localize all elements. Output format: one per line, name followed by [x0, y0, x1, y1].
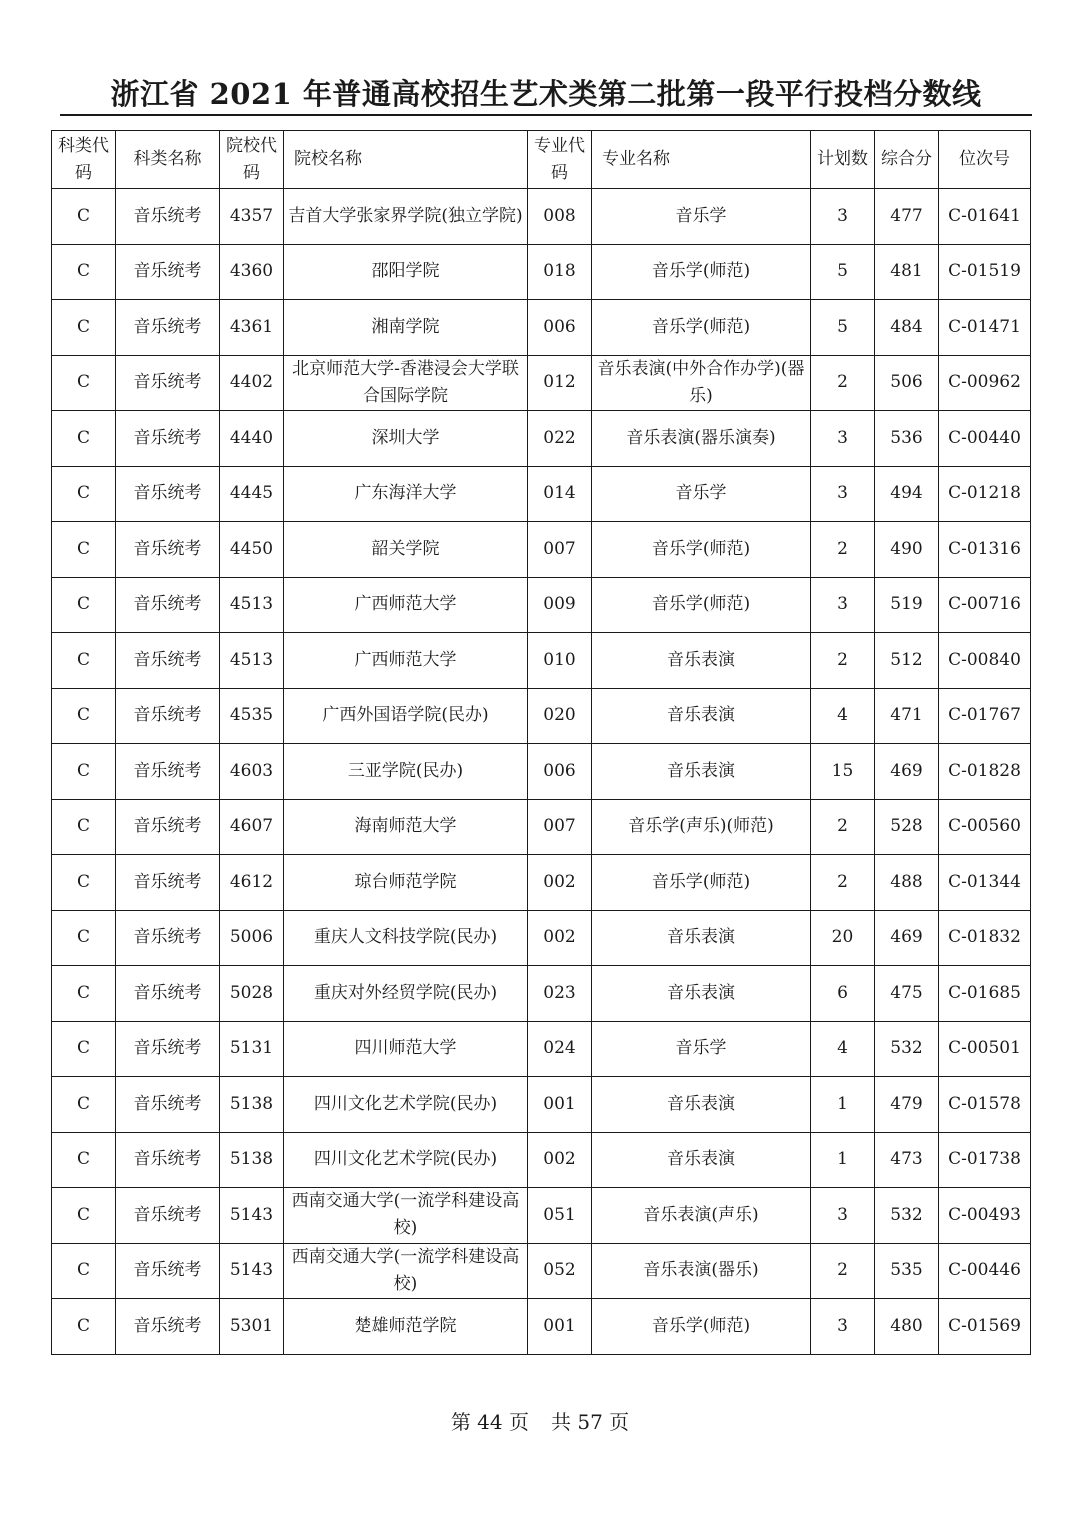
cell-major-name: 音乐表演 [592, 633, 811, 689]
cell-subject-name: 音乐统考 [116, 189, 220, 245]
table-row [52, 633, 1031, 689]
cell-rank: C-01828 [939, 744, 1031, 800]
cell-rank: C-01738 [939, 1132, 1031, 1188]
table-row [52, 688, 1031, 744]
cell-subject-name: 音乐统考 [116, 633, 220, 689]
cell-major-name: 音乐学 [592, 189, 811, 245]
cell-major-code: 020 [528, 688, 592, 744]
cell-plan: 5 [811, 300, 875, 356]
cell-rank: C-01767 [939, 688, 1031, 744]
cell-score: 469 [875, 744, 939, 800]
cell-subject-name: 音乐统考 [116, 744, 220, 800]
table-row [52, 1077, 1031, 1133]
cell-major-code: 010 [528, 633, 592, 689]
table-row [52, 910, 1031, 966]
cell-major-name: 音乐学 [592, 1021, 811, 1077]
cell-major-code: 009 [528, 577, 592, 633]
cell-plan: 2 [811, 799, 875, 855]
cell-subject-code: C [52, 1021, 116, 1077]
cell-score: 475 [875, 966, 939, 1022]
cell-rank: C-01519 [939, 244, 1031, 300]
cell-school-name: 广东海洋大学 [284, 466, 528, 522]
cell-major-code: 006 [528, 300, 592, 356]
cell-subject-code: C [52, 744, 116, 800]
cell-plan: 3 [811, 189, 875, 245]
cell-plan: 3 [811, 1299, 875, 1355]
cell-school-name: 韶关学院 [284, 522, 528, 578]
cell-plan: 3 [811, 466, 875, 522]
cell-subject-name: 音乐统考 [116, 1021, 220, 1077]
table-row [52, 799, 1031, 855]
cell-subject-code: C [52, 799, 116, 855]
cell-subject-name: 音乐统考 [116, 300, 220, 356]
cell-plan: 2 [811, 633, 875, 689]
page-title: 浙江省 2021 年普通高校招生艺术类第二批第一段平行投档分数线 [110, 77, 982, 111]
cell-plan: 5 [811, 244, 875, 300]
cell-school-code: 4360 [220, 244, 284, 300]
cell-major-code: 022 [528, 411, 592, 467]
cell-score: 471 [875, 688, 939, 744]
cell-school-name: 四川师范大学 [284, 1021, 528, 1077]
cell-rank: C-00840 [939, 633, 1031, 689]
cell-plan: 3 [811, 411, 875, 467]
table-row [52, 1188, 1031, 1244]
cell-rank: C-01569 [939, 1299, 1031, 1355]
cell-school-code: 4440 [220, 411, 284, 467]
cell-school-name: 北京师范大学-香港浸会大学联合国际学院 [284, 355, 528, 411]
cell-school-name: 四川文化艺术学院(民办) [284, 1132, 528, 1188]
cell-rank: C-00440 [939, 411, 1031, 467]
cell-subject-code: C [52, 522, 116, 578]
cell-plan: 20 [811, 910, 875, 966]
cell-school-name: 琼台师范学院 [284, 855, 528, 911]
table-row [52, 1299, 1031, 1355]
cell-rank: C-00493 [939, 1188, 1031, 1244]
cell-major-code: 018 [528, 244, 592, 300]
cell-major-code: 007 [528, 522, 592, 578]
cell-school-code: 4361 [220, 300, 284, 356]
table-row [52, 522, 1031, 578]
table-body [52, 189, 1031, 1355]
cell-score: 473 [875, 1132, 939, 1188]
cell-major-name: 音乐表演 [592, 1132, 811, 1188]
cell-subject-code: C [52, 1188, 116, 1244]
cell-plan: 2 [811, 1243, 875, 1299]
cell-school-name: 西南交通大学(一流学科建设高校) [284, 1243, 528, 1299]
cell-school-code: 4450 [220, 522, 284, 578]
cell-major-code: 024 [528, 1021, 592, 1077]
cell-subject-code: C [52, 577, 116, 633]
cell-school-name: 四川文化艺术学院(民办) [284, 1077, 528, 1133]
header-rank: 位次号 [939, 131, 1031, 189]
cell-major-name: 音乐学(师范) [592, 577, 811, 633]
cell-plan: 2 [811, 522, 875, 578]
table-row [52, 577, 1031, 633]
cell-score: 488 [875, 855, 939, 911]
table-row [52, 466, 1031, 522]
cell-major-name: 音乐学(师范) [592, 522, 811, 578]
page-total: 共 57 页 [551, 1410, 630, 1434]
cell-school-code: 4513 [220, 577, 284, 633]
cell-subject-code: C [52, 300, 116, 356]
cell-subject-code: C [52, 1299, 116, 1355]
cell-rank: C-01218 [939, 466, 1031, 522]
table-row [52, 1243, 1031, 1299]
cell-subject-name: 音乐统考 [116, 688, 220, 744]
table-row [52, 1132, 1031, 1188]
header-score: 综合分 [875, 131, 939, 189]
cell-school-code: 4445 [220, 466, 284, 522]
cell-major-name: 音乐表演(器乐) [592, 1243, 811, 1299]
cell-school-code: 4357 [220, 189, 284, 245]
cell-subject-name: 音乐统考 [116, 910, 220, 966]
table-row [52, 244, 1031, 300]
cell-major-name: 音乐表演 [592, 688, 811, 744]
table-row [52, 411, 1031, 467]
cell-subject-name: 音乐统考 [116, 1132, 220, 1188]
cell-subject-code: C [52, 189, 116, 245]
cell-major-code: 023 [528, 966, 592, 1022]
cell-school-code: 4513 [220, 633, 284, 689]
cell-school-name: 邵阳学院 [284, 244, 528, 300]
cell-major-name: 音乐学(师范) [592, 855, 811, 911]
cell-major-code: 014 [528, 466, 592, 522]
cell-rank: C-00716 [939, 577, 1031, 633]
cell-rank: C-01641 [939, 189, 1031, 245]
admission-score-table [51, 130, 1031, 1355]
cell-plan: 3 [811, 577, 875, 633]
cell-subject-code: C [52, 355, 116, 411]
cell-school-code: 5301 [220, 1299, 284, 1355]
cell-school-name: 广西外国语学院(民办) [284, 688, 528, 744]
cell-score: 535 [875, 1243, 939, 1299]
cell-subject-name: 音乐统考 [116, 1077, 220, 1133]
cell-major-name: 音乐学(师范) [592, 244, 811, 300]
cell-subject-code: C [52, 244, 116, 300]
cell-subject-name: 音乐统考 [116, 355, 220, 411]
cell-school-code: 5028 [220, 966, 284, 1022]
page-number: 第 44 页 [450, 1410, 529, 1434]
cell-subject-name: 音乐统考 [116, 411, 220, 467]
cell-rank: C-01578 [939, 1077, 1031, 1133]
cell-major-name: 音乐表演 [592, 744, 811, 800]
cell-subject-name: 音乐统考 [116, 799, 220, 855]
cell-major-name: 音乐学(师范) [592, 300, 811, 356]
cell-plan: 2 [811, 355, 875, 411]
cell-subject-name: 音乐统考 [116, 1299, 220, 1355]
cell-rank: C-00501 [939, 1021, 1031, 1077]
cell-score: 536 [875, 411, 939, 467]
table-header-row [52, 131, 1031, 189]
table-row [52, 300, 1031, 356]
cell-school-code: 5138 [220, 1077, 284, 1133]
cell-major-code: 052 [528, 1243, 592, 1299]
cell-school-code: 4607 [220, 799, 284, 855]
cell-school-name: 广西师范大学 [284, 577, 528, 633]
cell-major-name: 音乐学 [592, 466, 811, 522]
cell-school-code: 5006 [220, 910, 284, 966]
table-row [52, 189, 1031, 245]
cell-plan: 3 [811, 1188, 875, 1244]
cell-score: 490 [875, 522, 939, 578]
cell-school-name: 广西师范大学 [284, 633, 528, 689]
header-school-code: 院校代码 [220, 131, 284, 189]
header-subject-name: 科类名称 [116, 131, 220, 189]
header-subject-code: 科类代码 [52, 131, 116, 189]
header-school-name: 院校名称 [284, 131, 528, 189]
cell-score: 532 [875, 1188, 939, 1244]
cell-school-code: 5138 [220, 1132, 284, 1188]
cell-plan: 1 [811, 1077, 875, 1133]
cell-plan: 15 [811, 744, 875, 800]
cell-major-code: 002 [528, 855, 592, 911]
cell-school-name: 吉首大学张家界学院(独立学院) [284, 189, 528, 245]
cell-school-name: 楚雄师范学院 [284, 1299, 528, 1355]
cell-rank: C-01316 [939, 522, 1031, 578]
cell-subject-code: C [52, 1077, 116, 1133]
cell-score: 519 [875, 577, 939, 633]
cell-subject-code: C [52, 411, 116, 467]
cell-score: 484 [875, 300, 939, 356]
cell-major-code: 012 [528, 355, 592, 411]
cell-school-name: 海南师范大学 [284, 799, 528, 855]
cell-major-name: 音乐表演 [592, 966, 811, 1022]
cell-score: 494 [875, 466, 939, 522]
cell-subject-code: C [52, 688, 116, 744]
cell-subject-code: C [52, 466, 116, 522]
cell-subject-code: C [52, 633, 116, 689]
cell-subject-name: 音乐统考 [116, 1243, 220, 1299]
cell-plan: 2 [811, 855, 875, 911]
cell-score: 481 [875, 244, 939, 300]
header-plan: 计划数 [811, 131, 875, 189]
cell-subject-code: C [52, 855, 116, 911]
title-underline [60, 114, 1032, 116]
cell-rank: C-00446 [939, 1243, 1031, 1299]
cell-plan: 6 [811, 966, 875, 1022]
cell-rank: C-00560 [939, 799, 1031, 855]
cell-score: 532 [875, 1021, 939, 1077]
cell-rank: C-01471 [939, 300, 1031, 356]
cell-rank: C-01344 [939, 855, 1031, 911]
cell-score: 469 [875, 910, 939, 966]
table-row [52, 966, 1031, 1022]
cell-school-code: 4402 [220, 355, 284, 411]
cell-major-name: 音乐表演(中外合作办学)(器乐) [592, 355, 811, 411]
cell-major-code: 002 [528, 1132, 592, 1188]
table-row [52, 1021, 1031, 1077]
cell-major-code: 007 [528, 799, 592, 855]
cell-plan: 1 [811, 1132, 875, 1188]
cell-score: 506 [875, 355, 939, 411]
cell-rank: C-01832 [939, 910, 1031, 966]
cell-subject-name: 音乐统考 [116, 855, 220, 911]
cell-subject-code: C [52, 1243, 116, 1299]
table-row [52, 855, 1031, 911]
cell-subject-name: 音乐统考 [116, 466, 220, 522]
cell-major-code: 051 [528, 1188, 592, 1244]
cell-major-code: 008 [528, 189, 592, 245]
cell-subject-name: 音乐统考 [116, 1188, 220, 1244]
cell-major-name: 音乐学(声乐)(师范) [592, 799, 811, 855]
cell-major-name: 音乐表演 [592, 910, 811, 966]
cell-score: 477 [875, 189, 939, 245]
cell-score: 480 [875, 1299, 939, 1355]
cell-subject-name: 音乐统考 [116, 966, 220, 1022]
cell-school-name: 西南交通大学(一流学科建设高校) [284, 1188, 528, 1244]
cell-school-code: 4612 [220, 855, 284, 911]
header-major-code: 专业代码 [528, 131, 592, 189]
cell-major-name: 音乐表演(器乐演奏) [592, 411, 811, 467]
cell-major-code: 001 [528, 1077, 592, 1133]
cell-score: 479 [875, 1077, 939, 1133]
cell-school-name: 深圳大学 [284, 411, 528, 467]
cell-subject-code: C [52, 1132, 116, 1188]
cell-subject-code: C [52, 966, 116, 1022]
cell-school-name: 重庆人文科技学院(民办) [284, 910, 528, 966]
cell-subject-code: C [52, 910, 116, 966]
cell-school-code: 5143 [220, 1243, 284, 1299]
cell-school-name: 三亚学院(民办) [284, 744, 528, 800]
cell-rank: C-00962 [939, 355, 1031, 411]
table-row [52, 355, 1031, 411]
cell-major-code: 001 [528, 1299, 592, 1355]
cell-score: 528 [875, 799, 939, 855]
cell-major-name: 音乐表演(声乐) [592, 1188, 811, 1244]
cell-plan: 4 [811, 688, 875, 744]
cell-major-name: 音乐学(师范) [592, 1299, 811, 1355]
cell-major-code: 002 [528, 910, 592, 966]
page-footer [0, 1408, 1080, 1436]
table-row [52, 744, 1031, 800]
cell-plan: 4 [811, 1021, 875, 1077]
cell-school-code: 5131 [220, 1021, 284, 1077]
cell-major-code: 006 [528, 744, 592, 800]
cell-subject-name: 音乐统考 [116, 577, 220, 633]
cell-school-name: 重庆对外经贸学院(民办) [284, 966, 528, 1022]
cell-score: 512 [875, 633, 939, 689]
cell-major-name: 音乐表演 [592, 1077, 811, 1133]
cell-rank: C-01685 [939, 966, 1031, 1022]
header-major-name: 专业名称 [592, 131, 811, 189]
cell-school-code: 4535 [220, 688, 284, 744]
cell-subject-name: 音乐统考 [116, 244, 220, 300]
cell-school-code: 4603 [220, 744, 284, 800]
cell-school-code: 5143 [220, 1188, 284, 1244]
cell-subject-name: 音乐统考 [116, 522, 220, 578]
cell-school-name: 湘南学院 [284, 300, 528, 356]
